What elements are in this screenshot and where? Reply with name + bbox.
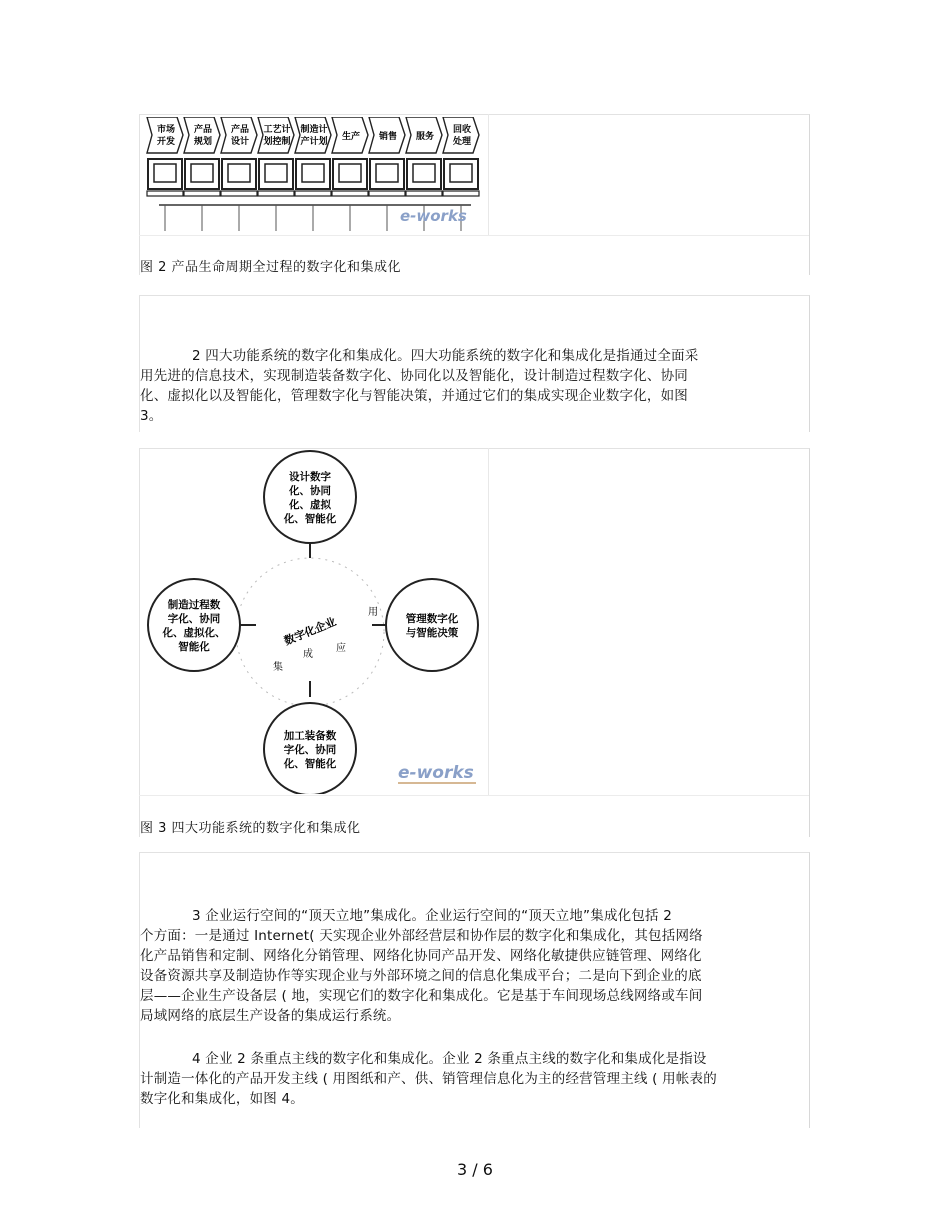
paragraph-3-line-3: 数字化和集成化，如图 4。 xyxy=(140,1091,304,1107)
node-label-line: 设计数字 xyxy=(289,471,331,483)
monitor-screen xyxy=(302,164,324,182)
node-management xyxy=(386,579,478,671)
monitor-base xyxy=(406,191,442,196)
stage-label: 生产 xyxy=(341,132,361,142)
paragraph-2-line-5: 层——企业生产设备层 ( 地，实现它们的数字化和集成化。它是基于车间现场总线网络或车间 xyxy=(140,988,703,1004)
monitor-base xyxy=(369,191,405,196)
paragraph-1-line-2: 用先进的信息技术，实现制造装备数字化、协同化以及智能化，设计制造过程数字化、协同 xyxy=(140,368,688,384)
monitor-screen xyxy=(154,164,176,182)
monitor-base xyxy=(443,191,479,196)
paragraph-1 xyxy=(140,346,698,426)
figure-3-integration-diagram xyxy=(140,449,488,794)
node-equipment xyxy=(264,703,356,794)
stage-label: 开发 xyxy=(156,137,176,147)
center-label-cheng: 成 xyxy=(303,649,313,660)
paragraph-2-line-2: 个方面：一是通过 Internet( 天实现企业外部经营层和协作层的数字化和集成化，其包括网络 xyxy=(140,928,703,944)
monitor-screen xyxy=(413,164,435,182)
monitor-base xyxy=(221,191,257,196)
stage-chevron xyxy=(295,117,331,153)
node-label-line: 化、协同 xyxy=(289,485,331,497)
figure-2-lifecycle-diagram xyxy=(145,117,485,233)
stage-chevron xyxy=(184,117,220,153)
node-label-line: 化、虚拟 xyxy=(289,499,331,511)
stage-label: 回收 xyxy=(452,125,472,135)
node-label-line: 字化、协同 xyxy=(167,613,221,625)
node-design xyxy=(264,451,356,543)
node-label-line: 化、智能化 xyxy=(283,758,337,770)
monitor-screen xyxy=(450,164,472,182)
monitor-base xyxy=(258,191,294,196)
stage-label: 销售 xyxy=(378,132,398,142)
center-label-ying: 应 xyxy=(336,643,346,654)
node-label-line: 化、智能化 xyxy=(283,513,337,525)
paragraph-2 xyxy=(140,906,703,1026)
monitor-screen xyxy=(339,164,361,182)
node-label-line: 加工装备数 xyxy=(283,730,337,742)
monitor-screen xyxy=(376,164,398,182)
monitor-base xyxy=(147,191,183,196)
eworks-watermark: e-works xyxy=(400,207,467,225)
stage-label: 市场 xyxy=(156,125,176,135)
node-label-line: 智能化 xyxy=(178,641,210,653)
paragraph-3 xyxy=(140,1049,717,1109)
figure-2-caption: 图 2 产品生命周期全过程的数字化和集成化 xyxy=(140,260,402,275)
monitor-screen xyxy=(265,164,287,182)
monitor-base xyxy=(295,191,331,196)
stage-label: 产计划 xyxy=(300,137,328,147)
stage-label: 制造计 xyxy=(300,125,328,135)
figure-2-divider xyxy=(139,235,809,236)
monitor-base xyxy=(332,191,368,196)
stage-label: 产品 xyxy=(193,125,213,135)
node-label-line: 管理数字化 xyxy=(405,613,459,625)
eworks-watermark: e-works xyxy=(398,763,474,783)
stage-label: 划控制 xyxy=(263,137,291,147)
stage-label: 服务 xyxy=(415,132,435,142)
paragraph-2-line-3: 化产品销售和定制、网络化分销管理、网络化协同产品开发、网络化敏捷供应链管理、网络化 xyxy=(140,948,702,964)
center-label-ji: 集 xyxy=(273,662,283,673)
stage-label: 工艺计 xyxy=(263,125,291,135)
stage-chevron xyxy=(258,117,294,153)
node-label-line: 制造过程数 xyxy=(167,599,221,611)
monitor-base xyxy=(184,191,220,196)
paragraph-1-line-3: 化、虚拟化以及智能化，管理数字化与智能决策，并通过它们的集成实现企业数字化，如图 xyxy=(140,388,688,404)
stage-chevron xyxy=(221,117,257,153)
node-label-line: 与智能决策 xyxy=(405,627,459,639)
stage-label: 处理 xyxy=(452,137,472,147)
paragraph-2-line-6: 局域网络的底层生产设备的集成运行系统。 xyxy=(140,1008,401,1024)
paragraph-1-line-4: 3。 xyxy=(140,408,163,424)
paragraph-3-line-2: 计制造一体化的产品开发主线 ( 用图纸和产、供、销管理信息化为主的经营管理主线 ( 用帐表的 xyxy=(140,1071,717,1087)
center-label-yong: 用 xyxy=(368,607,378,618)
stage-chevron xyxy=(443,117,479,153)
figure-3-divider xyxy=(139,795,809,796)
page-number: 3 / 6 xyxy=(457,1160,493,1179)
stage-chevron xyxy=(147,117,183,153)
monitor-screen xyxy=(228,164,250,182)
node-label-line: 字化、协同 xyxy=(283,744,337,756)
node-label-line: 化、虚拟化、 xyxy=(162,627,226,639)
paragraph-3-line-1: 4 企业 2 条重点主线的数字化和集成化。企业 2 条重点主线的数字化和集成化是指设 xyxy=(192,1051,707,1067)
node-manufacturing-process xyxy=(148,579,240,671)
figure-3-caption: 图 3 四大功能系统的数字化和集成化 xyxy=(140,821,361,836)
stage-label: 规划 xyxy=(193,137,213,147)
stage-label: 产品 xyxy=(230,125,250,135)
paragraph-2-line-1: 3 企业运行空间的“顶天立地”集成化。企业运行空间的“顶天立地”集成化包括 2 xyxy=(192,908,673,924)
paragraph-1-line-1: 2 四大功能系统的数字化和集成化。四大功能系统的数字化和集成化是指通过全面采 xyxy=(192,348,699,364)
stage-label: 设计 xyxy=(230,137,250,147)
svg-text:加工装备数字化、协同化、智能化 xyxy=(283,729,337,770)
monitor-screen xyxy=(191,164,213,182)
paragraph-2-line-4: 设备资源共享及制造协作等实现企业与外部环境之间的信息化集成平台；二是向下到企业的底 xyxy=(140,968,702,984)
center-label-digital-enterprise: 数字化企业 xyxy=(282,615,339,648)
